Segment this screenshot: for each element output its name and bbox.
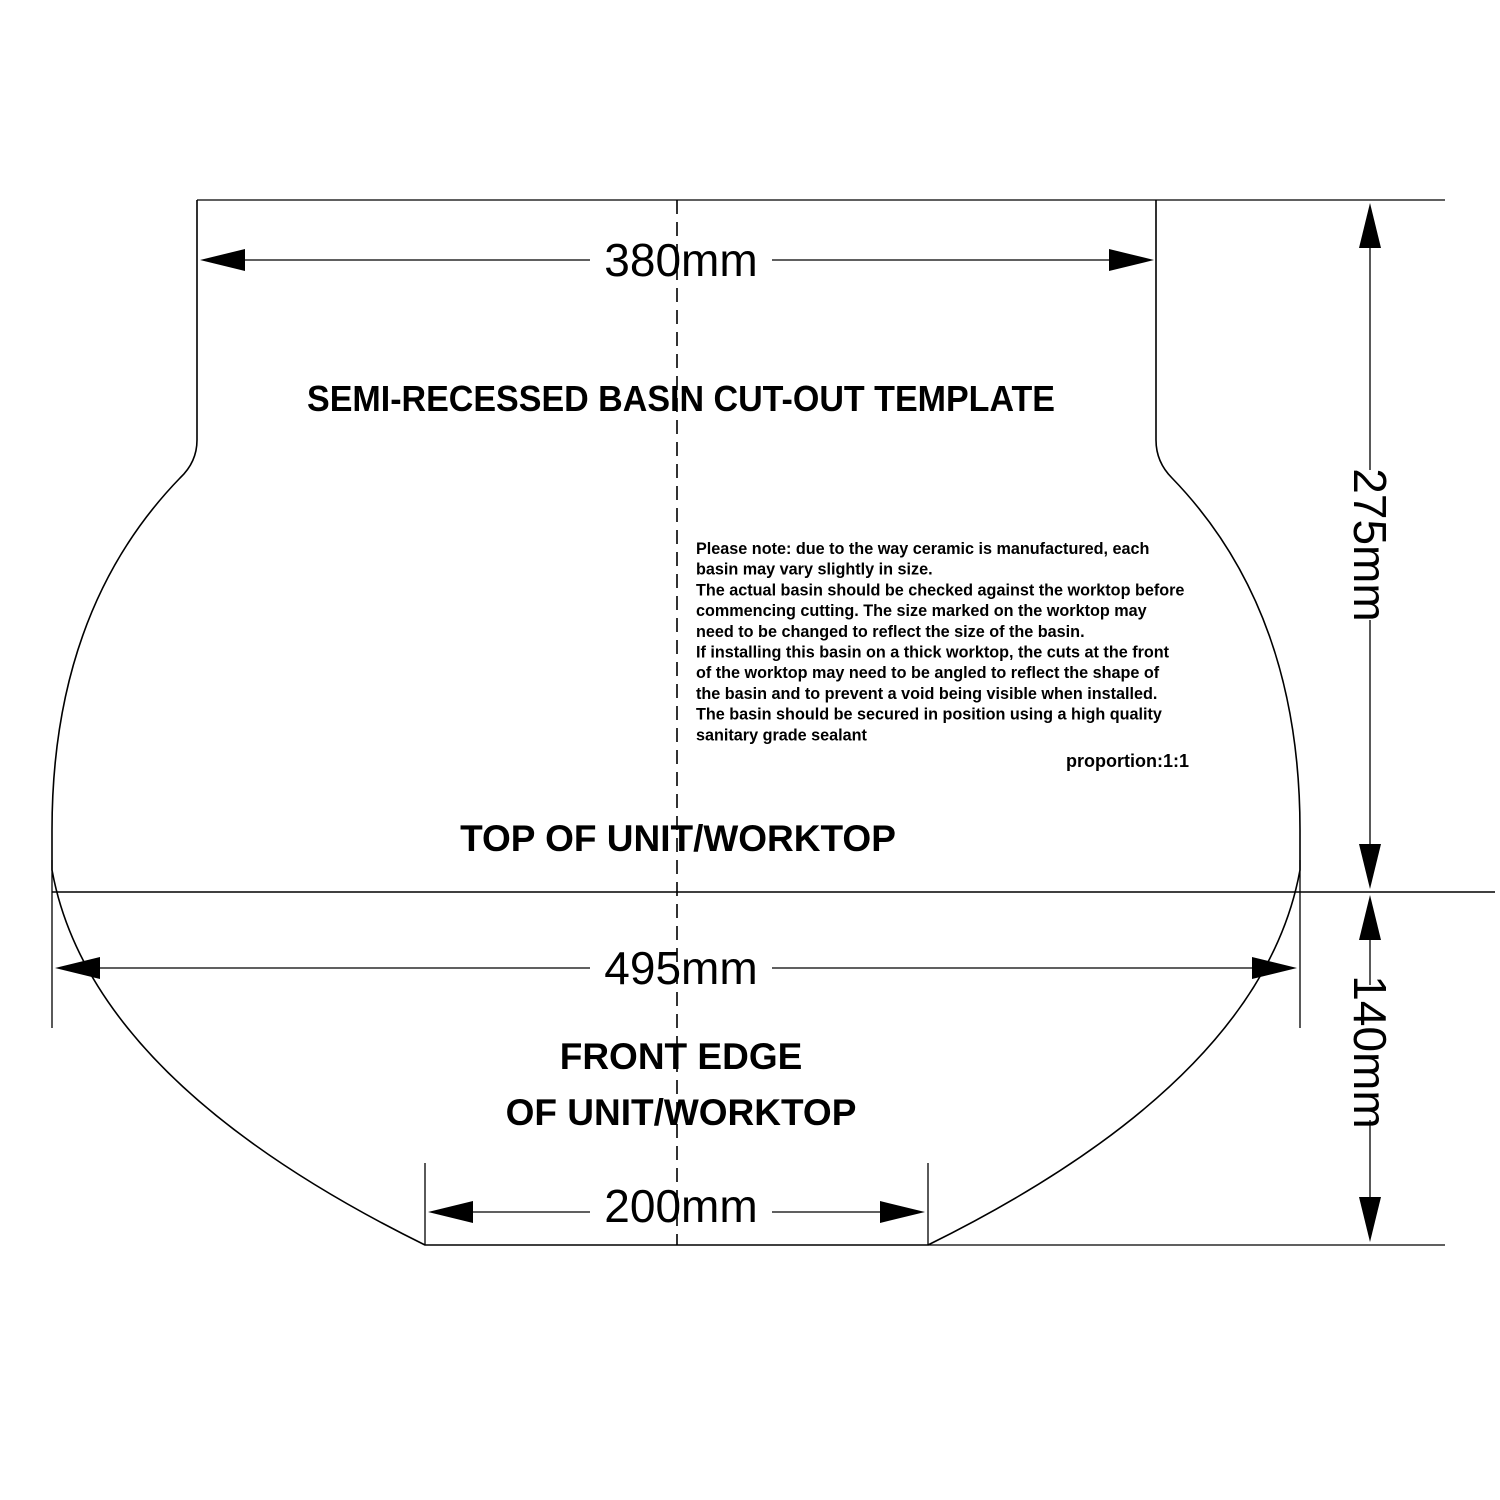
note-line: sanitary grade sealant xyxy=(696,726,867,745)
front-edge-label-line2: OF UNIT/WORKTOP xyxy=(505,1092,857,1133)
dimension-140-label: 140mm xyxy=(1344,975,1396,1129)
dimension-275-label: 275mm xyxy=(1344,468,1396,622)
proportion-label: proportion:1:1 xyxy=(1066,751,1189,771)
dimension-200-label: 200mm xyxy=(604,1180,758,1232)
dimension-275 xyxy=(1344,203,1396,889)
note-line: need to be changed to reflect the size of the basin. xyxy=(696,622,1085,641)
top-of-unit-label: TOP OF UNIT/WORKTOP xyxy=(460,818,896,859)
dimension-380-label: 380mm xyxy=(604,234,758,286)
front-edge-label-line1: FRONT EDGE xyxy=(559,1036,803,1077)
note-line: Please note: due to the way ceramic is manufactured, each xyxy=(696,540,1150,558)
note-line: The basin should be secured in position using a high quality xyxy=(696,705,1162,724)
dimension-495 xyxy=(55,942,1297,994)
note-line: the basin and to prevent a void being visible when installed. xyxy=(696,684,1158,703)
note-line: basin may vary slightly in size. xyxy=(696,560,933,579)
dimension-495-label: 495mm xyxy=(604,942,758,994)
template-title: SEMI-RECESSED BASIN CUT-OUT TEMPLATE xyxy=(307,378,1055,419)
dimension-200 xyxy=(428,1180,925,1232)
note-line: of the worktop may need to be angled to reflect the shape of xyxy=(696,664,1160,683)
dimension-380 xyxy=(200,234,1154,286)
dimension-140 xyxy=(1344,895,1396,1242)
note-line: If installing this basin on a thick worktop, the cuts at the front xyxy=(696,643,1170,662)
installation-note xyxy=(696,540,1184,744)
note-line: commencing cutting. The size marked on the worktop may xyxy=(696,602,1147,621)
note-line: The actual basin should be checked against the worktop before xyxy=(696,581,1185,600)
